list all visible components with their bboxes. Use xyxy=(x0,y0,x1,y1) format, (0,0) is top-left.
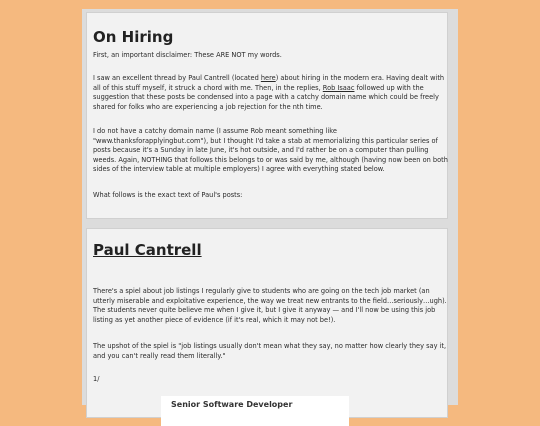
intro-card xyxy=(86,12,448,219)
intro-paragraph: I saw an excellent thread by Paul Cantrell (located here) about hiring in the modern era. Having dealt with all of this stuff myself, it struck a chord with me. Then, in the replies, Rob Isaac followed up with the suggestion that these posts be condensed into a page with a catchy domain name which could be freely shared for folks who are experiencing a job rejection for the nth time. xyxy=(93,74,445,111)
here-link[interactable]: here xyxy=(260,74,276,82)
lead-in-text: What follows is the exact text of Paul's posts: xyxy=(93,191,243,199)
thread-paragraph-2: The upshot of the spiel is "job listings usually don't mean what they say, no matter how clearly they say it, and you can't really read them literally." xyxy=(93,342,447,360)
rob-isaac-link[interactable]: Rob Isaac xyxy=(322,83,355,92)
thread-marker: 1/ xyxy=(93,375,100,383)
thread-card xyxy=(86,228,448,418)
page-title: On Hiring xyxy=(93,28,174,46)
context-paragraph: I do not have a catchy domain name (I assume Rob meant something like "www.thanksforapplyingbut.com"), but I thought I'd take a stab at memorializing this particular series of posts because it's a Sunday in late June, it's hot outside, and I'd rather be on a computer than pulling weeds. Again, NOTHING that follows this belongs to or was said by me, although (having now been on both sides of the interview table at multiple employers) I agree with everything stated below. xyxy=(93,127,448,174)
thread-paragraph-1: There's a spiel about job listings I regularly give to students who are going on the tech job market (an utterly miserable and exploitative experience, the way we treat new entrants to the field…seriously…ugh). The students never quite believe me when I give it, but I give it anyway — and I'll now be using this job listing as yet another piece of evidence (if it's real, which it may not be!). xyxy=(93,287,447,324)
job-listing-screenshot xyxy=(161,396,349,426)
disclaimer-text: First, an important disclaimer: These ARE NOT my words. xyxy=(93,51,282,59)
content-column xyxy=(82,9,458,409)
thread-author-heading: Paul Cantrell xyxy=(93,241,202,259)
job-listing-title: Senior Software Developer xyxy=(171,400,293,409)
